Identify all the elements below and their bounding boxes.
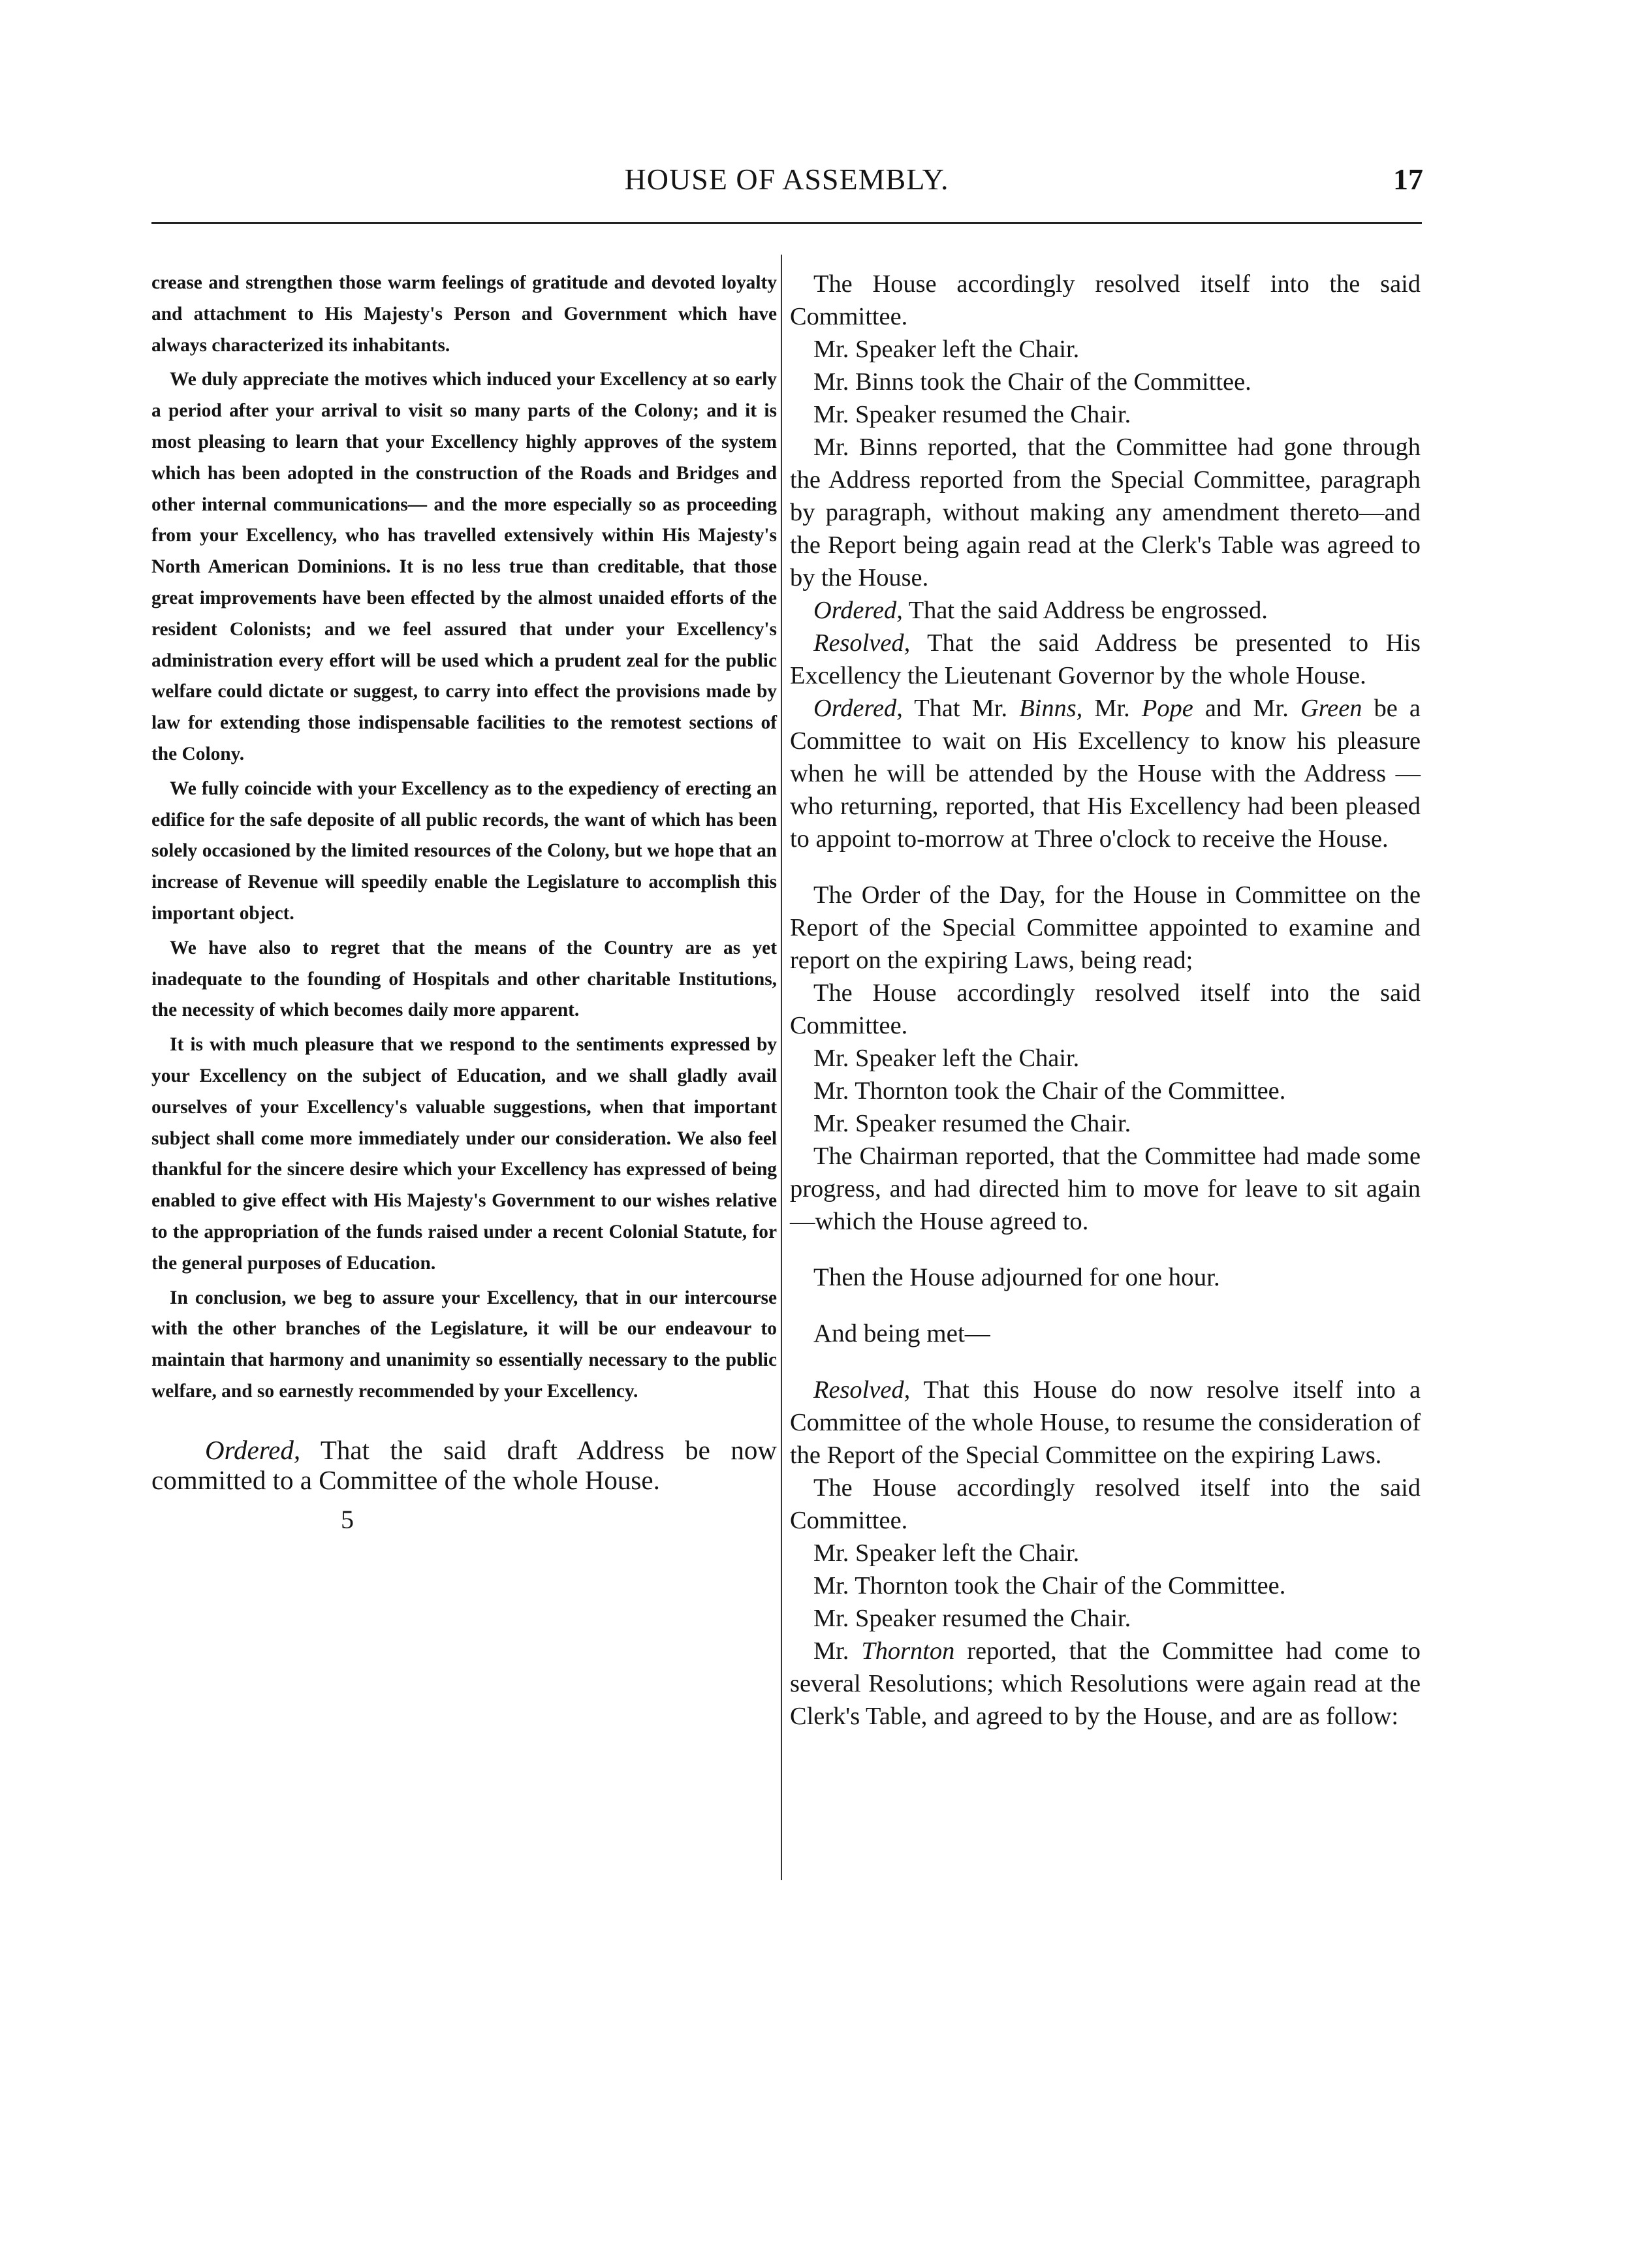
proceeding-4: Mr. Speaker resumed the Chair.	[813, 401, 1131, 428]
address-paragraph-2: We duly appreciate the motives which induced your Excellency at so early a period after your arrival to visit so many parts of the Colony; and it is most pleasing to learn that your Excellency highly approves of the system which has been adopted in the construction of the Roads and Bridges and other internal communications— and the more especially so as proceeding from your Excellency, who has travelled extensively within His Majesty's North American Dominions. It is no less true than creditable, that those great improvements have been effected by the almost unaided efforts of the resident Colonists; and we feel assured that under your Excellency's administration every effort will be used which a prudent zeal for the public welfare could dictate or suggest, to carry into effect the provisions made by law for extending those indispensable facilities to the remotest sections of the Colony.	[151, 369, 777, 764]
proceeding-22	[790, 1635, 1421, 1733]
signature-mark: 5	[341, 1504, 354, 1534]
proceeding-13: Mr. Speaker resumed the Chair.	[813, 1110, 1131, 1137]
proceeding-15: Then the House adjourned for one hour.	[813, 1263, 1220, 1291]
proceeding-18: The House accordingly resolved itself into the said Committee.	[790, 1474, 1421, 1534]
right-column	[790, 268, 1421, 1733]
name-green: Green	[1300, 695, 1362, 722]
proceeding-9: The Order of the Day, for the House in Committee on the Report of the Special Committee appointed to examine and report on the expiring Laws, being read;	[790, 881, 1421, 974]
address-paragraph-5: It is with much pleasure that we respond to the sentiments expressed by your Excellency on the subject of Education, and we shall gladly avail ourselves of your Excellency's valuable suggestions, when that important subject shall come more immediately under our consideration. We also feel thankful for the sincere desire which your Excellency has expressed of being enabled to give effect with His Majesty's Government to our wishes relative to the appropriation of the funds raised under a recent Colonial Statute, for the general purposes of Education.	[151, 1034, 777, 1274]
ordered-lead: Ordered,	[813, 597, 903, 624]
proceeding-11: Mr. Speaker left the Chair.	[813, 1045, 1080, 1072]
ordered-text: That the said draft Address be now committed to a Committee of the whole House.	[151, 1434, 777, 1495]
address-paragraph-6: In conclusion, we beg to assure your Excellency, that in our intercourse with the other branches of the Legislature, it will be our endeavour to maintain that harmony and unanimity so essentially necessary to the public welfare, and so earnestly recommended by your Excellency.	[151, 1287, 777, 1402]
ordered-lead: Ordered,	[813, 695, 903, 722]
proceeding-14: The Chairman reported, that the Committee had made some progress, and had directed him to move for leave to sit again—which the House agreed to.	[790, 1142, 1421, 1235]
address-paragraph-1: crease and strengthen those warm feelings of gratitude and devoted loyalty and attachment to His Majesty's Person and Government which have always characterized its inhabitants.	[151, 272, 777, 356]
left-column	[151, 268, 777, 1535]
address-paragraph-3: We fully coincide with your Excellency as to the expediency of erecting an edifice for the safe deposite of all public records, the want of which has been solely occasioned by the limited resources of the Colony, but we hope that an increase of Revenue will speedily enable the Legislature to accomplish this important object.	[151, 778, 777, 924]
proceeding-8-a: That Mr.	[914, 695, 1008, 722]
proceeding-7	[790, 627, 1421, 692]
proceeding-22-text: reported, that the Committee had come to several Resolutions; which Resolutions were again read at the Clerk's Table, and agreed to by the House, and are as follow:	[790, 1637, 1421, 1730]
running-title: HOUSE OF ASSEMBLY.	[624, 163, 949, 196]
proceeding-20: Mr. Thornton took the Chair of the Committee.	[813, 1572, 1286, 1599]
name-pope: Pope	[1141, 695, 1193, 722]
header-rule	[151, 222, 1422, 224]
resolved-lead: Resolved,	[813, 1376, 911, 1404]
proceeding-17-text: That this House do now resolve itself into a Committee of the whole House, to resume the consideration of the Report of the Special Committee on the expiring Laws.	[790, 1376, 1421, 1469]
proceeding-8-d: be a Committee to wait on His Excellency to know his pleasure when he will be attended by the House with the Address —who returning, reported, that His Excellency had been pleased to appoint to-morrow at Three o'clock to receive the House.	[790, 695, 1421, 853]
proceeding-17	[790, 1374, 1421, 1472]
proceeding-8-b: Mr.	[1094, 695, 1130, 722]
proceeding-2: Mr. Speaker left the Chair.	[813, 336, 1080, 363]
address-paragraph-4: We have also to regret that the means of the Country are as yet inadequate to the founding of Hospitals and other charitable Institutions, the necessity of which becomes daily more apparent.	[151, 937, 777, 1021]
column-divider	[781, 255, 782, 1880]
name-thornton: Thornton	[861, 1637, 955, 1665]
proceeding-16: And being met—	[813, 1319, 990, 1347]
name-binns: Binns,	[1019, 695, 1083, 722]
proceeding-8	[790, 692, 1421, 855]
proceeding-6	[790, 594, 1421, 627]
resolved-lead: Resolved,	[813, 629, 911, 657]
proceeding-1: The House accordingly resolved itself into the said Committee.	[790, 270, 1421, 330]
proceeding-7-text: That the said Address be presented to His Excellency the Lieutenant Governor by the whole House.	[790, 629, 1421, 689]
page-number: 17	[1393, 163, 1423, 196]
proceeding-12: Mr. Thornton took the Chair of the Committee.	[813, 1077, 1286, 1105]
proceeding-6-text: That the said Address be engrossed.	[908, 597, 1268, 624]
proceeding-8-c: and Mr.	[1204, 695, 1289, 722]
proceeding-19: Mr. Speaker left the Chair.	[813, 1539, 1080, 1567]
ordered-lead: Ordered,	[205, 1434, 301, 1465]
ordered-commit-paragraph	[151, 1435, 777, 1495]
page-header	[150, 157, 1423, 202]
proceeding-5: Mr. Binns reported, that the Committee had gone through the Address reported from the Special Committee, paragraph by paragraph, without making any amendment thereto—and the Report being again read at the Clerk's Table was agreed to by the House.	[790, 433, 1421, 591]
proceeding-22-a: Mr.	[813, 1637, 849, 1665]
proceeding-21: Mr. Speaker resumed the Chair.	[813, 1605, 1131, 1632]
proceeding-10: The House accordingly resolved itself into the said Committee.	[790, 979, 1421, 1039]
proceeding-3: Mr. Binns took the Chair of the Committee.	[813, 368, 1251, 396]
